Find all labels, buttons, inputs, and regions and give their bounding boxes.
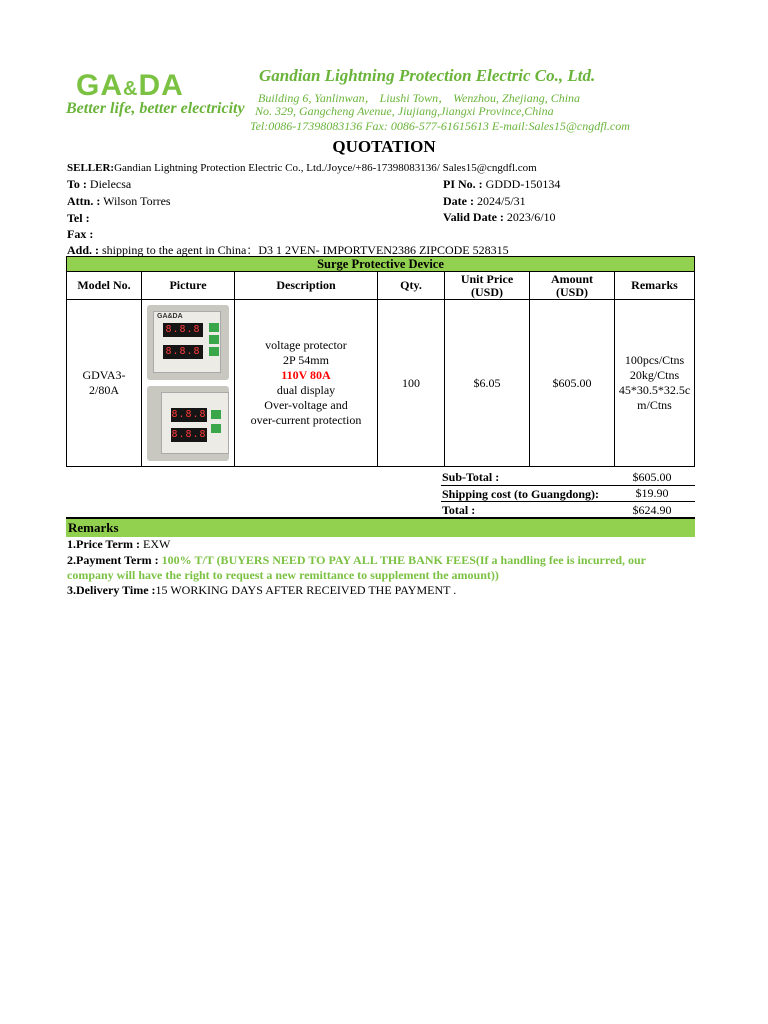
- address-label: Add. :: [67, 243, 100, 257]
- to-value: Dielecsa: [89, 177, 132, 191]
- address-value: shipping to the agent in China：D3 1 2VEN- IMPORTVEN2386 ZIPCODE 528315: [102, 243, 509, 257]
- desc-line3-rating: 110V 80A: [281, 368, 331, 382]
- seller-value: Gandian Lightning Protection Electric Co., Ltd./Joyce/+86-17398083136/ Sales15@cngdfl.com: [114, 162, 537, 174]
- header-amount: [530, 272, 615, 300]
- rem-line1: 100pcs/Ctns: [624, 353, 685, 367]
- valid-date-line: [443, 210, 556, 224]
- desc-line4: dual display: [276, 383, 336, 397]
- delivery-label: 3.Delivery Time :: [67, 583, 156, 597]
- delivery-value: 15 WORKING DAYS AFTER RECEIVED THE PAYMENT .: [155, 583, 457, 597]
- shipping-label: Shipping cost (to Guangdong):: [442, 487, 600, 501]
- address-line: [67, 243, 509, 257]
- logo-text-right: DA: [138, 69, 184, 102]
- cell-picture: [142, 300, 235, 467]
- payment-term-line2: [67, 568, 499, 583]
- pi-line: [443, 177, 560, 191]
- shipping-value: $19.90: [635, 486, 669, 500]
- fax-label: Fax :: [67, 227, 94, 241]
- payment-term-label: 2.Payment Term :: [67, 553, 159, 567]
- payment-term-line: [67, 553, 697, 568]
- tel-line: [67, 211, 90, 225]
- to-line: [67, 177, 131, 191]
- table-section-row: [67, 257, 695, 272]
- to-label: To :: [67, 177, 87, 191]
- company-contact-line: Tel:0086-17398083136 Fax: 0086-577-61615613 E-mail:Sales15@cngdfl.com: [250, 119, 630, 133]
- desc-line5: Over-voltage and: [264, 398, 348, 412]
- desc-line1: voltage protector: [265, 338, 347, 352]
- remarks-heading-bar: [66, 517, 695, 537]
- photo-button: [209, 347, 219, 356]
- cell-qty: 100: [378, 300, 445, 467]
- logo-tagline: Better life, better electricity: [66, 100, 245, 117]
- header-description: Description: [235, 272, 378, 300]
- pi-label: PI No. :: [443, 177, 483, 191]
- header-qty: Qty.: [378, 272, 445, 300]
- photo-button: [211, 424, 221, 433]
- seller-line: [67, 161, 537, 175]
- photo-button: [209, 335, 219, 344]
- remarks-heading: Remarks: [68, 520, 119, 535]
- rem-line3: 45*30.5*32.5c: [618, 383, 691, 397]
- desc-line6: over-current protection: [250, 413, 362, 427]
- product-photo-side: [147, 386, 229, 461]
- cell-remarks: [615, 300, 695, 467]
- quotation-table: [66, 256, 695, 467]
- header-picture: Picture: [142, 272, 235, 300]
- date-label: Date :: [443, 194, 474, 208]
- logo-text-amp: &: [123, 78, 139, 100]
- photo-display-top: 8.8.8: [171, 409, 207, 420]
- payment-term-value-2: company will have the right to request a new remittance to supplement the amount)): [67, 568, 499, 582]
- photo-button: [211, 410, 221, 419]
- header-amount-line1: Amount: [550, 271, 593, 286]
- subtotal-value: $605.00: [632, 470, 672, 484]
- price-term-line: [67, 537, 170, 552]
- rem-line2: 20kg/Ctns: [629, 368, 680, 382]
- price-term-value: EXW: [142, 537, 171, 551]
- desc-line2: 2P 54mm: [283, 353, 329, 367]
- model-line2: 2/80A: [89, 383, 119, 397]
- table-row: [67, 300, 695, 467]
- date-line: [443, 194, 526, 208]
- photo-display-top: 8.8.8: [163, 323, 203, 337]
- header-unit-price-line1: Unit Price: [460, 271, 514, 286]
- payment-term-value-1: 100% T/T (BUYERS NEED TO PAY ALL THE BANK FEES(If a handling fee is incurred, our: [161, 553, 646, 567]
- header-unit-price: [445, 272, 530, 300]
- photo-brand-text: GA&DA: [157, 313, 183, 320]
- company-address-line2: No. 329, Gangcheng Avenue, Jiujiang,Jiangxi Province,China: [255, 104, 554, 118]
- header-remarks: Remarks: [615, 272, 695, 300]
- valid-date-label: Valid Date :: [443, 210, 504, 224]
- model-line1: GDVA3-: [82, 368, 126, 382]
- section-title: Surge Protective Device: [67, 257, 695, 272]
- total-label: Total :: [442, 503, 476, 517]
- tel-label: Tel :: [67, 211, 90, 225]
- header-amount-line2: (USD): [556, 284, 588, 299]
- date-value: 2024/5/31: [476, 194, 526, 208]
- valid-date-value: 2023/6/10: [506, 210, 556, 224]
- seller-label: SELLER:: [67, 162, 115, 174]
- product-photo-front: [147, 305, 229, 380]
- attn-value: Wilson Torres: [103, 194, 171, 208]
- logo-text-left: GA: [76, 69, 123, 102]
- company-address-line1: Building 6, Yanlinwan， Liushi Town， Wenzhou, Zhejiang, China: [258, 91, 581, 105]
- photo-display-bottom: 8.8.8: [171, 429, 207, 440]
- header-model: Model No.: [67, 272, 142, 300]
- price-term-label: 1.Price Term :: [67, 537, 140, 551]
- subtotal-label: Sub-Total :: [442, 470, 500, 484]
- table-header-row: [67, 272, 695, 300]
- rem-line4: m/Ctns: [637, 398, 672, 412]
- divider: [441, 501, 695, 502]
- fax-line: [67, 227, 93, 241]
- company-name: Gandian Lightning Protection Electric Co., Ltd.: [259, 66, 596, 85]
- cell-model: [67, 300, 142, 467]
- attn-line: [67, 194, 171, 208]
- header-unit-price-line2: (USD): [471, 284, 503, 299]
- delivery-time-line: [67, 583, 456, 598]
- total-value: $624.90: [632, 503, 672, 517]
- cell-amount: $605.00: [530, 300, 615, 467]
- photo-display-bottom: 8.8.8: [163, 345, 203, 359]
- pi-value: GDDD-150134: [485, 177, 561, 191]
- cell-unit-price: $6.05: [445, 300, 530, 467]
- attn-label: Attn. :: [67, 194, 101, 208]
- cell-description: [235, 300, 378, 467]
- photo-button: [209, 323, 219, 332]
- document-title: QUOTATION: [332, 137, 436, 156]
